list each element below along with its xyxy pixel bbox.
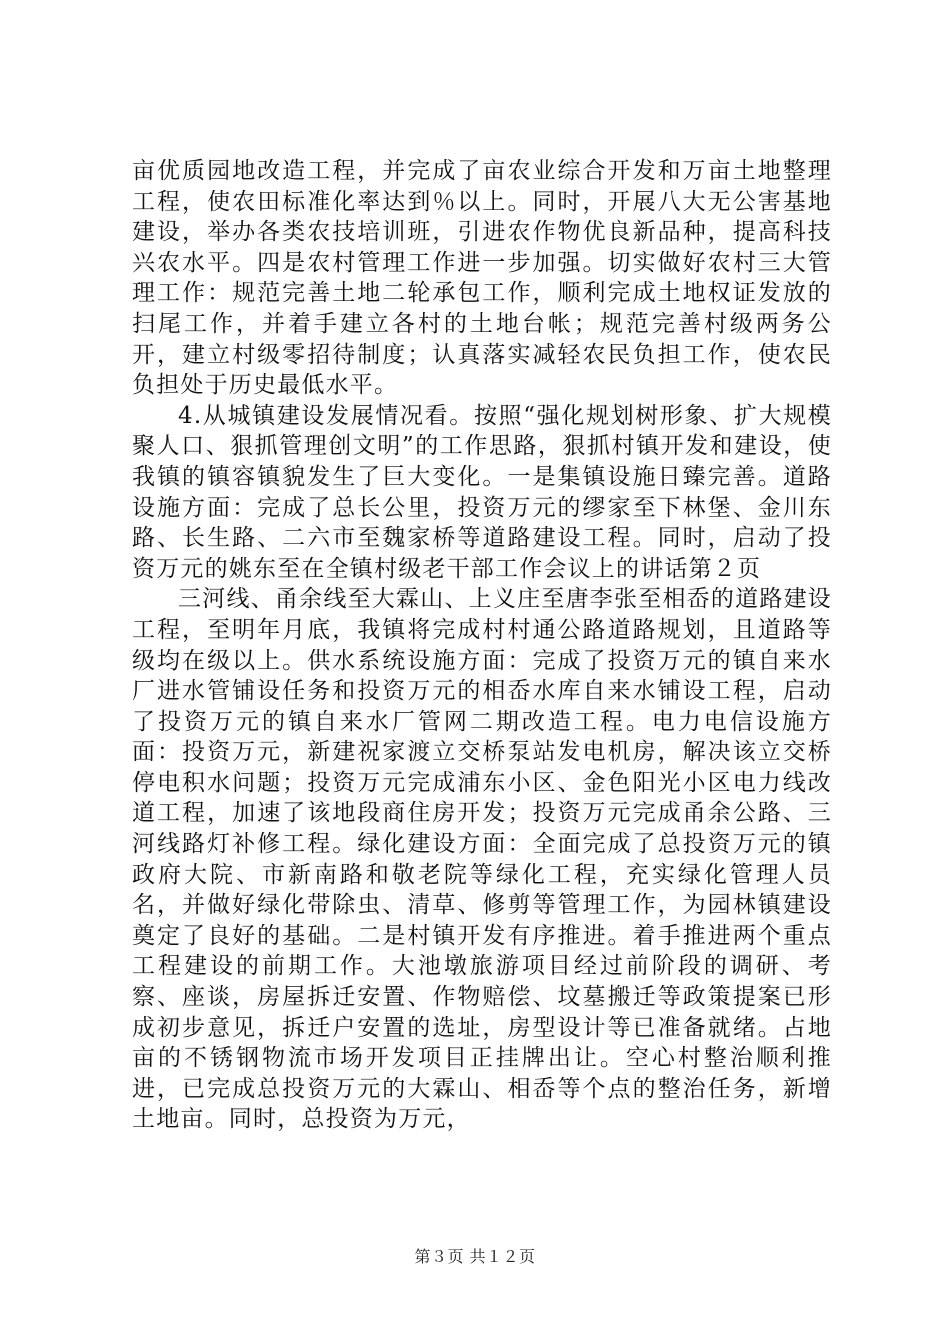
paragraph-3: 三河线、甬余线至大霖山、上义庄至唐李张至相岙的道路建设工程，至明年月底，我镇将完成村村通公路道路规划，且道路等级均在级以上。供水系统设施方面：完成了投资万元的镇自来水厂进水管铺设任务和投资万元的相岙水库自来水铺设工程，启动了投资万元的镇自来水厂管网二期改造工程。电力电信设施方面：投资万元，新建祝家渡立交桥泵站发电机房，解决该立交桥停电积水问题；投资万元完成浦东小区、金色阳光小区电力线改道工程，加速了该地段商住房开发；投资万元完成甬余公路、三河线路灯补修工程。绿化建设方面：全面完成了总投资万元的镇政府大院、市新南路和敬老院等绿化工程，充实绿化管理人员名，并做好绿化带除虫、清草、修剪等管理工作，为园林镇建设奠定了良好的基础。二是村镇开发有序推进。着手推进两个重点工程建设的前期工作。大池墩旅游项目经过前阶段的调研、考察、座谈，房屋拆迁安置、作物赔偿、坟墓搬迁等政策提案已形成初步意见，拆迁户安置的选址，房型设计等已准备就绪。占地亩的不锈钢物流市场开发项目正挂牌出让。空心村整治顺利推进，已完成总投资万元的大霖山、相岙等个点的整治任务，新增土地亩。同时，总投资为万元， <box>132 586 832 1133</box>
document-body <box>132 156 832 1135</box>
page-footer: 第３页 共１２页 <box>414 1247 536 1266</box>
paragraph-1: 亩优质园地改造工程，并完成了亩农业综合开发和万亩土地整理工程，使农田标准化率达到％以上。同时，开展八大无公害基地建设，举办各类农技培训班，引进农作物优良新品种，提高科技兴农水平。四是农村管理工作进一步加强。切实做好农村三大管理工作：规范完善土地二轮承包工作，顺利完成土地权证发放的扫尾工作，并着手建立各村的土地台帐；规范完善村级两务公开，建立村级零招待制度；认真落实减轻农民负担工作，使农民负担处于历史最低水平。 <box>132 158 832 399</box>
paragraph-2: 4.从城镇建设发展情况看。按照“强化规划树形象、扩大规模聚人口、狠抓管理创文明”的工作思路，狠抓村镇开发和建设，使我镇的镇容镇貌发生了巨大变化。一是集镇设施日臻完善。道路设施方面：完成了总长公里，投资万元的缪家至下林堡、金川东路、长生路、二六市至魏家桥等道路建设工程。同时，启动了投资万元的姚东至在全镇村级老干部工作会议上的讲话第２页 <box>132 402 832 582</box>
